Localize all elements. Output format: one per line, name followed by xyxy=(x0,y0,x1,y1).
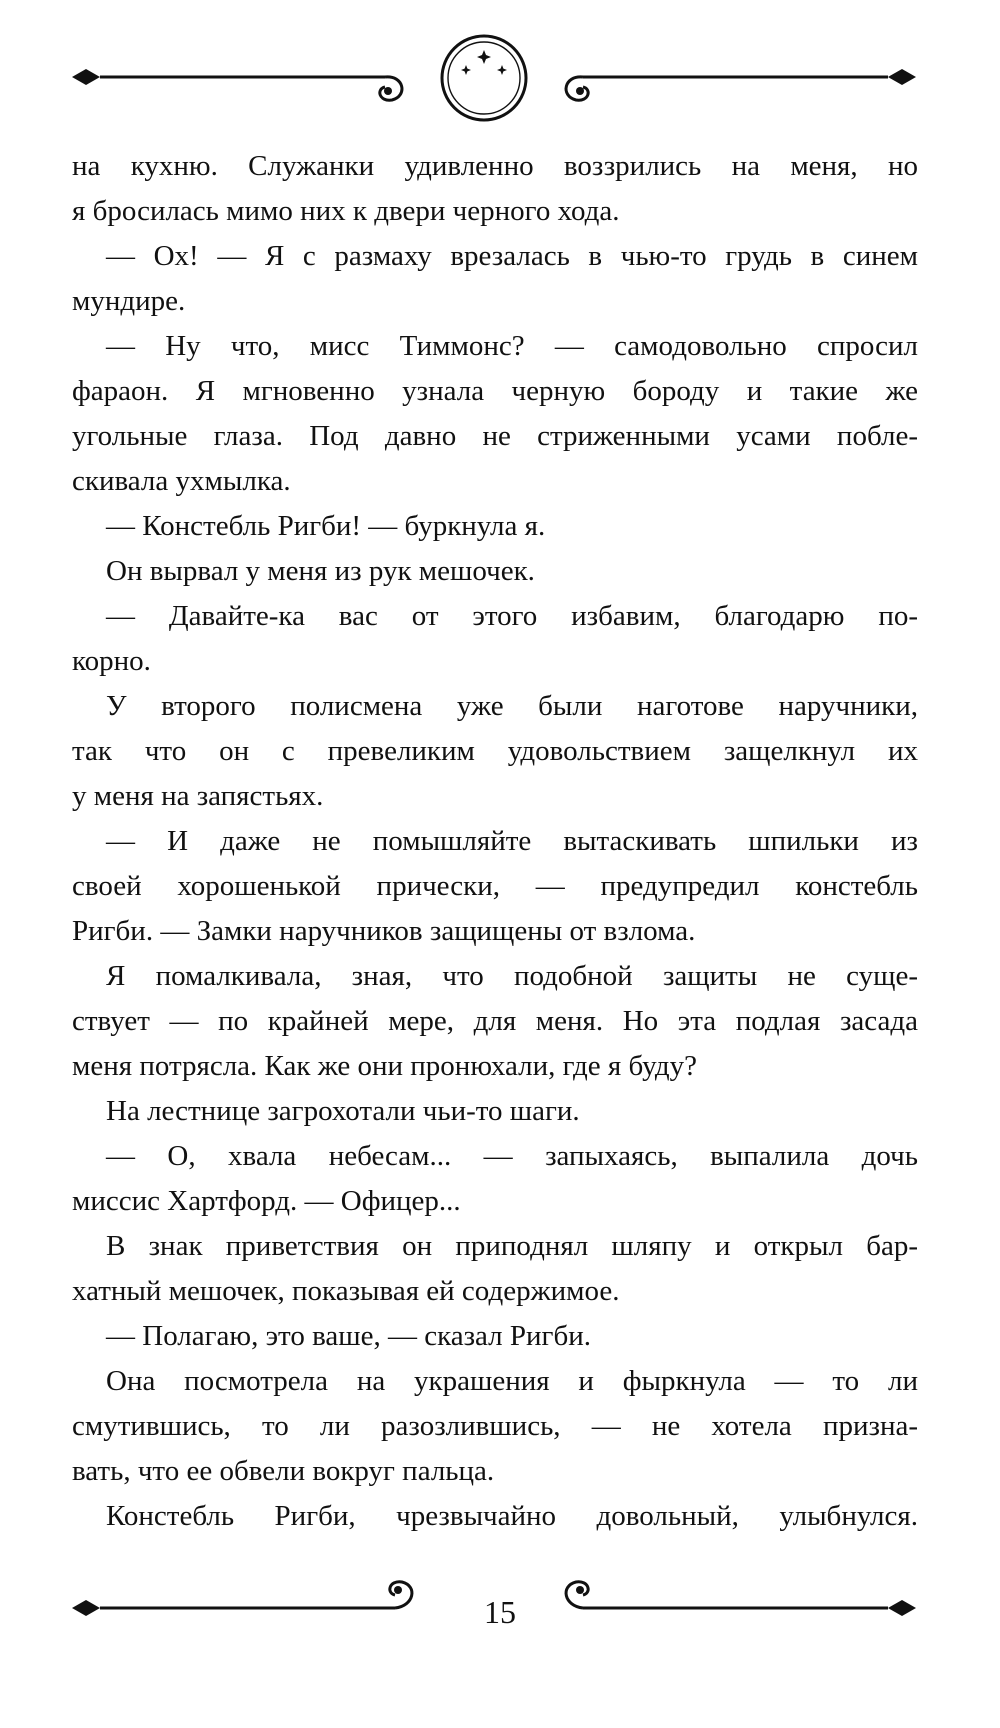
text-line: — И даже не помышляйте вытаскивать шпильки из xyxy=(106,825,918,857)
crescent-moon-stars-icon xyxy=(442,36,526,120)
text-line: — Констебль Ригби! — буркнула я. xyxy=(106,510,546,542)
text-line: — Ну что, мисс Тиммонс? — самодовольно спросил xyxy=(106,330,918,362)
left-swirl-divider-icon xyxy=(72,69,402,100)
top-ornament xyxy=(0,28,1000,128)
text-line: я бросилась мимо них к двери черного хода. xyxy=(72,195,620,227)
text-line: ствует — по крайней мере, для меня. Но эта подлая засада xyxy=(72,1005,918,1037)
text-line: корно. xyxy=(72,645,151,677)
text-line: Он вырвал у меня из рук мешочек. xyxy=(106,555,535,587)
text-line: своей хорошенькой прически, — предупредил констебль xyxy=(72,870,918,902)
page-number: 15 xyxy=(484,1594,516,1630)
text-line: скивала ухмылка. xyxy=(72,465,291,497)
text-line: На лестнице загрохотали чьи-то шаги. xyxy=(106,1095,580,1127)
text-line: вать, что ее обвели вокруг пальца. xyxy=(72,1455,495,1487)
text-line: Я помалкивала, зная, что подобной защиты не суще- xyxy=(106,960,918,992)
text-line: смутившись, то ли разозлившись, — не хотела призна- xyxy=(72,1410,918,1442)
text-line: — Давайте-ка вас от этого избавим, благодарю по- xyxy=(106,600,918,632)
page-body-text xyxy=(72,144,918,1539)
text-line: фараон. Я мгновенно узнала черную бороду и такие же xyxy=(72,375,918,407)
text-line: Она посмотрела на украшения и фыркнула — то ли xyxy=(106,1365,918,1397)
text-line: — Полагаю, это ваше, — сказал Ригби. xyxy=(106,1320,591,1352)
text-line: мундире. xyxy=(72,285,186,317)
text-line: У второго полисмена уже были наготове наручники, xyxy=(106,690,918,722)
text-line: Констебль Ригби, чрезвычайно довольный, улыбнулся. xyxy=(106,1500,918,1532)
text-line: миссис Хартфорд. — Офицер... xyxy=(72,1185,461,1217)
text-line: хатный мешочек, показывая ей содержимое. xyxy=(72,1275,620,1307)
text-line: так что он с превеликим удовольствием защелкнул их xyxy=(72,735,918,767)
text-line: В знак приветствия он приподнял шляпу и открыл бар- xyxy=(106,1230,918,1262)
right-swirl-divider-icon xyxy=(566,69,916,100)
text-line: меня потрясла. Как же они пронюхали, где я буду? xyxy=(72,1050,697,1082)
text-line: Ригби. — Замки наручников защищены от взлома. xyxy=(72,915,696,947)
text-line: — О, хвала небесам... — запыхаясь, выпалила дочь xyxy=(106,1140,918,1172)
text-line: угольные глаза. Под давно не стриженными усами побле- xyxy=(72,420,918,452)
text-line: у меня на запястьях. xyxy=(72,780,324,812)
text-line: на кухню. Служанки удивленно воззрились на меня, но xyxy=(72,150,918,182)
text-line: — Ох! — Я с размаху врезалась в чью-то грудь в синем xyxy=(106,240,918,272)
